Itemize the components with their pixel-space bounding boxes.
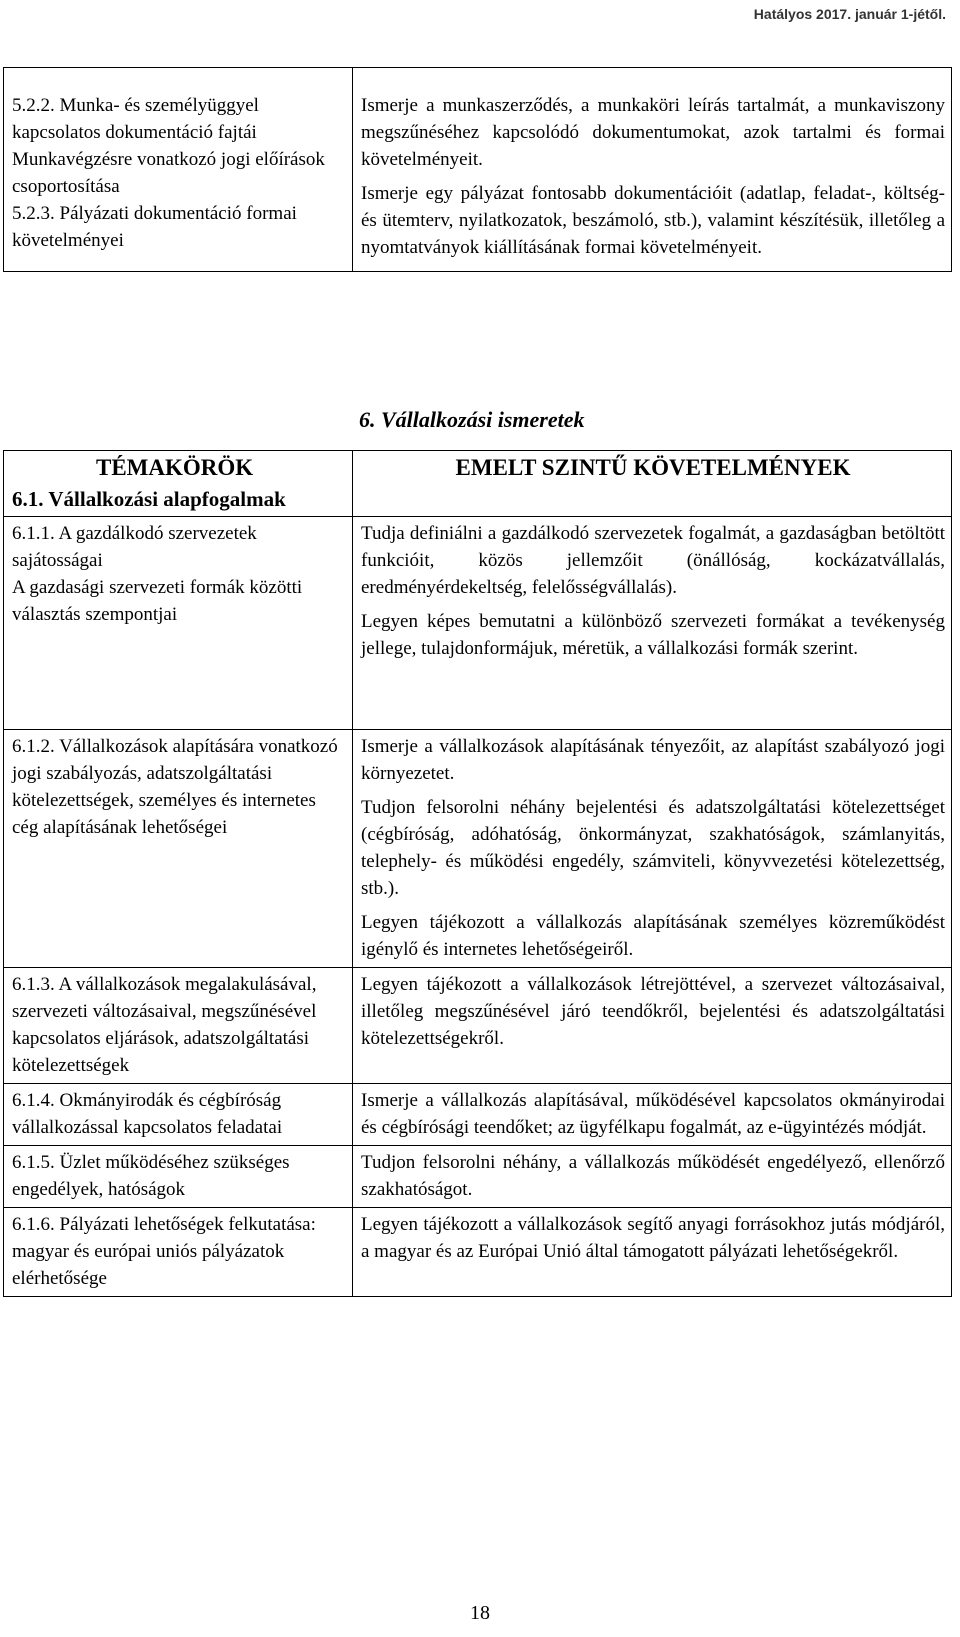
table-row — [4, 517, 952, 730]
topic-cell — [4, 68, 353, 272]
topic-text: A gazdasági szervezeti formák közötti választás szempontjai — [12, 577, 303, 625]
topic-text: 5.2.2. Munka- és személyüggyel kapcsolatos dokumentáció fajtái Munkavégzésre vonatkozó jogi előírások csoportosítása — [12, 95, 325, 197]
topic-text: 6.1.1. A gazdálkodó szervezetek sajátosságai — [12, 523, 257, 571]
top-requirements-table — [3, 67, 952, 272]
section-title: 6. Vállalkozási ismeretek — [359, 407, 585, 432]
requirement-cell — [353, 1146, 952, 1208]
requirement-cell — [353, 1208, 952, 1297]
topic-cell — [4, 517, 353, 730]
topic-text: 6.1.6. Pályázati lehetőségek felkutatása: magyar és európai uniós pályázatok elérhetősége — [12, 1214, 316, 1289]
table-row — [4, 1084, 952, 1146]
topic-text: 6.1.5. Üzlet működéséhez szükséges engedélyek, hatóságok — [12, 1152, 290, 1200]
requirement-text: Ismerje a vállalkozások alapításának tényezőit, az alapítást szabályozó jogi környezetet. — [361, 736, 945, 784]
table-row — [4, 1208, 952, 1297]
topic-text: 6.1.2. Vállalkozások alapítására vonatkozó jogi szabályozás, adatszolgáltatási kötelezettségek, személyes és internetes cég alapításának lehetőségei — [12, 736, 338, 838]
topic-cell — [4, 730, 353, 968]
page-number: 18 — [470, 1602, 490, 1624]
topic-text: 6.1.3. A vállalkozások megalakulásával, szervezeti változásaival, megszűnésével kapcsolatos eljárások, adatszolgáltatási kötelezettségek — [12, 974, 317, 1076]
table-row — [4, 1146, 952, 1208]
requirement-cell — [353, 1084, 952, 1146]
requirement-text: Legyen tájékozott a vállalkozások segítő anyagi forrásokhoz jutás módjáról, a magyar és az Európai Unió által támogatott pályázati lehetőségekről. — [361, 1214, 945, 1262]
topic-text: 5.2.3. Pályázati dokumentáció formai követelményei — [12, 203, 297, 251]
table-row — [4, 968, 952, 1084]
requirement-text: Tudjon felsorolni néhány bejelentési és adatszolgáltatási kötelezettséget (cégbíróság, adóhatóság, önkormányzat, szakhatóságok, számlanyitás, telephely- és működési engedély, számviteli, könyvvezetési kötelezettség, stb.). — [361, 797, 945, 899]
header-right-cell — [353, 451, 952, 517]
requirement-text: Tudja definiálni a gazdálkodó szervezetek fogalmát, a gazdaságban betöltött funkcióit, közös jellemzőit (önállóság, kockázatvállalás, eredményérdekeltség, felelősségvállalás). — [361, 523, 945, 598]
column-header-requirements: EMELT SZINTŰ KÖVETELMÉNYEK — [455, 455, 851, 480]
requirement-text: Ismerje a munkaszerződés, a munkaköri leírás tartalmát, a munkaviszony megszűnéséhez kapcsolódó dokumentumokat, azok tartalmi és formai követelményeit. — [361, 95, 945, 170]
topic-text: 6.1.4. Okmányirodák és cégbíróság vállalkozással kapcsolatos feladatai — [12, 1090, 283, 1138]
table-header-row — [4, 451, 952, 517]
table-row — [4, 730, 952, 968]
header-left-cell — [4, 451, 353, 517]
table-row — [4, 68, 952, 272]
topic-cell — [4, 1146, 353, 1208]
requirement-cell — [353, 68, 952, 272]
requirement-cell — [353, 968, 952, 1084]
validity-note: Hatályos 2017. január 1-jétől. — [753, 6, 946, 22]
requirement-text: Ismerje egy pályázat fontosabb dokumentációit (adatlap, feladat-, költség- és ütemterv, nyilatkozatok, beszámoló, stb.), valamint készítésük, illetőleg a nyomtatványok kiállításának formai követelményeit. — [361, 183, 945, 258]
topic-cell — [4, 1084, 353, 1146]
requirement-text: Legyen képes bemutatni a különböző szervezeti formákat a tevékenység jellege, tulajdonformájuk, méretük, a vállalkozási formák szerint. — [361, 611, 945, 659]
requirement-text: Legyen tájékozott a vállalkozás alapításának személyes közreműködést igénylő és internetes lehetőségeiről. — [361, 912, 945, 960]
requirement-text: Tudjon felsorolni néhány, a vállalkozás működését engedélyező, ellenőrző szakhatóságot. — [361, 1152, 945, 1200]
column-header-topics: TÉMAKÖRÖK — [96, 455, 254, 480]
requirement-cell — [353, 730, 952, 968]
topic-cell — [4, 968, 353, 1084]
requirement-cell — [353, 517, 952, 730]
main-requirements-table — [3, 450, 952, 1297]
subsection-title: 6.1. Vállalkozási alapfogalmak — [12, 487, 286, 511]
requirement-text: Legyen tájékozott a vállalkozások létrejöttével, a szervezet változásaival, illetőleg megszűnésével járó teendőkről, bejelentési és adatszolgáltatási kötelezettségekről. — [361, 974, 945, 1049]
requirement-text: Ismerje a vállalkozás alapításával, működésével kapcsolatos okmányirodai és cégbírósági teendőket; az ügyfélkapu fogalmát, az e-ügyintézés módját. — [361, 1090, 945, 1138]
topic-cell — [4, 1208, 353, 1297]
